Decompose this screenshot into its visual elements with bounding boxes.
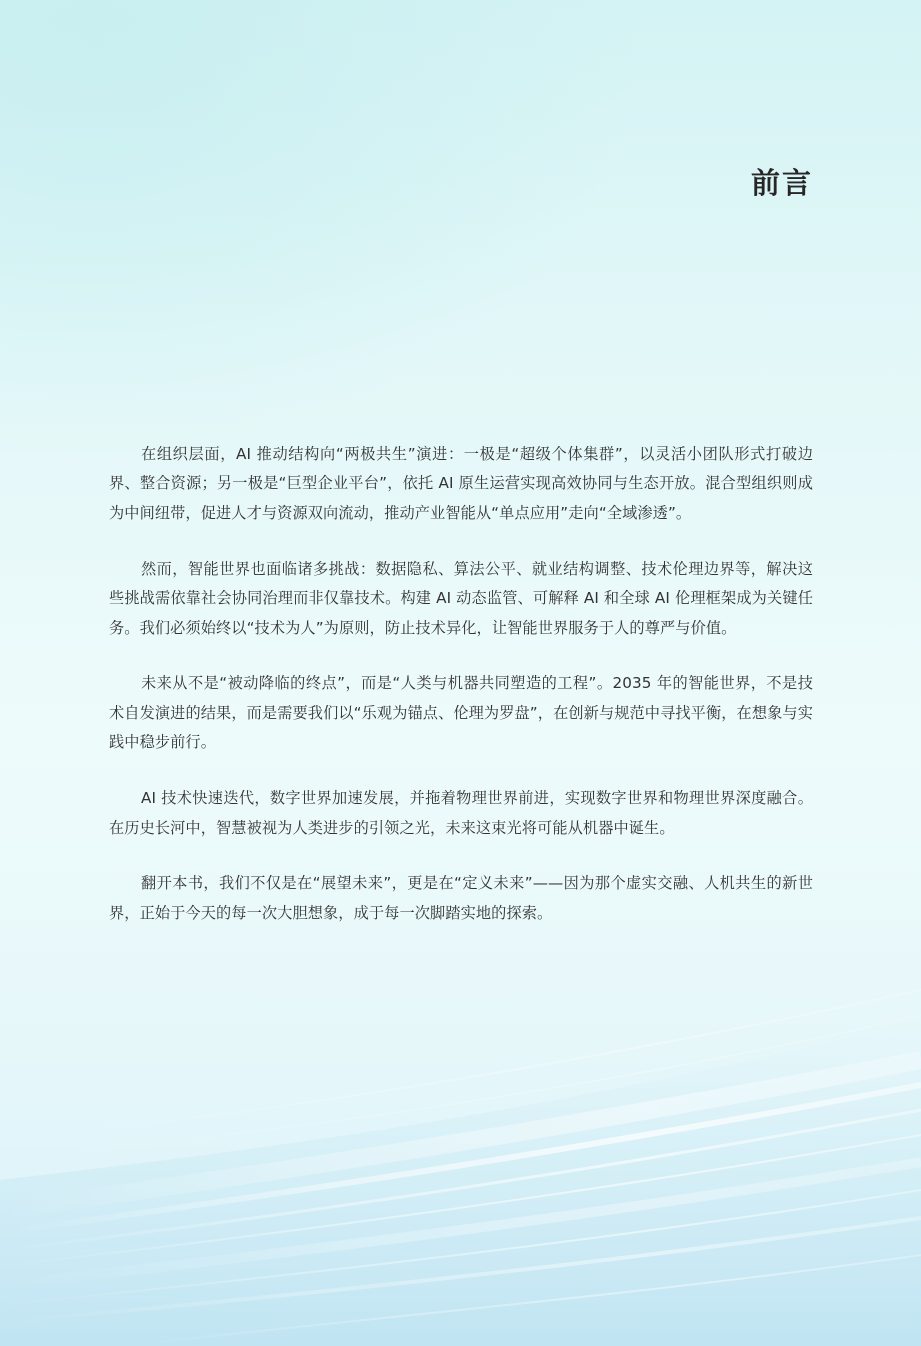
- paragraph-2: 然而，智能世界也面临诸多挑战：数据隐私、算法公平、就业结构调整、技术伦理边界等，解决这些挑战需依靠社会协同治理而非仅靠技术。构建 AI 动态监管、可解释 AI 和全球 AI 伦理框架成为关键任务。我们必须始终以“技术为人”为原则，防止技术异化，让智能世界服务于人的尊严与价值。: [109, 559, 813, 637]
- paragraph-1: 在组织层面，AI 推动结构向“两极共生”演进：一极是“超级个体集群”，以灵活小团队形式打破边界、整合资源；另一极是“巨型企业平台”，依托 AI 原生运营实现高效协同与生态开放。混合型组织则成为中间纽带，促进人才与资源双向流动，推动产业智能从“单点应用”走向“全域渗透”。: [109, 445, 813, 522]
- paragraph-3: 未来从不是“被动降临的终点”，而是“人类与机器共同塑造的工程”。2035 年的智能世界，不是技术自发演进的结果，而是需要我们以“乐观为锚点、伦理为罗盘”，在创新与规范中寻找平衡，在想象与实践中稳步前行。: [109, 674, 813, 752]
- preface-body: [109, 440, 813, 955]
- paragraph-4: AI 技术快速迭代，数字世界加速发展，并拖着物理世界前进，实现数字世界和物理世界深度融合。在历史长河中，智慧被视为人类进步的引领之光，未来这束光将可能从机器中诞生。: [109, 789, 813, 837]
- page-title: 前言: [750, 166, 813, 200]
- paragraph-5: 翻开本书，我们不仅是在“展望未来”，更是在“定义未来”——因为那个虚实交融、人机共生的新世界，正始于今天的每一次大胆想象，成于每一次脚踏实地的探索。: [109, 874, 813, 922]
